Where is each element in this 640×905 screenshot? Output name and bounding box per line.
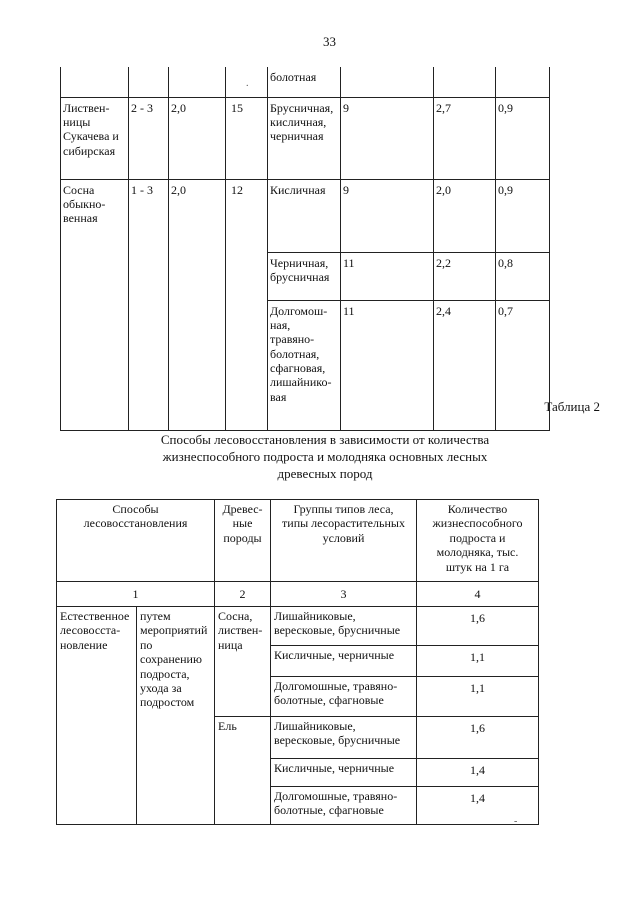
stray-mark: - — [514, 816, 518, 827]
empty-cell — [496, 67, 550, 97]
forest-type-cell: Кисличные, черничные — [271, 646, 417, 677]
forest-type-cell: Кисличная — [268, 179, 341, 252]
forest-type-cell: Черничная, брусничная — [268, 252, 341, 300]
table-cell: 0,7 — [496, 300, 550, 430]
table-row — [61, 67, 550, 97]
table-cell: 1 - 3 — [129, 179, 169, 430]
table-cell: болотная — [268, 67, 341, 97]
quantity-cell: 1,6 — [417, 717, 539, 759]
table-title — [150, 431, 500, 482]
forest-type-cell: Долгомошные, травяно- болотные, сфагновые — [271, 787, 417, 825]
submethod-cell: путем мероприятий по сохранению подроста, ухода за подростом — [137, 607, 215, 825]
forest-norms-table — [60, 67, 550, 431]
column-number: 4 — [417, 582, 539, 607]
table-title-text: Способы лесовосстановления в зависимости от количества жизнеспособного подроста и молодняка основных лесных древесных пород — [160, 432, 490, 481]
table-cell: 11 — [341, 300, 434, 430]
header-cell: Количество жизнеспособного подроста и молодняка, тыс. штук на 1 га — [417, 500, 539, 582]
species-cell: Сосна, листвен- ница — [215, 607, 271, 717]
stray-mark: . — [246, 78, 249, 89]
quantity-cell: 1,4 — [417, 759, 539, 787]
table-cell: 2,0 — [434, 179, 496, 252]
method-cell: Естественное лесовосста- новление — [57, 607, 137, 825]
quantity-cell: 1,1 — [417, 646, 539, 677]
table-cell: 2,0 — [169, 179, 226, 430]
forest-type-cell: Лишайниковые, вересковые, брусничные — [271, 607, 417, 646]
table-caption: Таблица 2 — [544, 399, 600, 414]
forest-type-cell: Кисличные, черничные — [271, 759, 417, 787]
forest-type-cell: Брусничная, кисличная, черничная — [268, 97, 341, 179]
forest-type-cell: Долгомош- ная, травяно- болотная, сфагновая, лишайнико- вая — [268, 300, 341, 430]
header-cell: Способы лесовосстановления — [57, 500, 215, 582]
table-cell: 11 — [341, 252, 434, 300]
table-cell: 2,0 — [169, 97, 226, 179]
empty-cell — [129, 67, 169, 97]
empty-cell — [169, 67, 226, 97]
empty-cell — [434, 67, 496, 97]
table-cell: 2 - 3 — [129, 97, 169, 179]
species-cell: Ель — [215, 717, 271, 825]
forest-type-cell: Лишайниковые, вересковые, брусничные — [271, 717, 417, 759]
table-cell: 2,7 — [434, 97, 496, 179]
table-cell: 2,4 — [434, 300, 496, 430]
species-cell: Сосна обыкно- венная — [61, 179, 129, 430]
table-cell: 0,8 — [496, 252, 550, 300]
column-number: 3 — [271, 582, 417, 607]
table-cell: 15 — [226, 97, 268, 179]
page-number: 33 — [323, 34, 336, 49]
header-cell: Древес- ные породы — [215, 500, 271, 582]
species-cell: Листвен- ницы Сукачева и сибирская — [61, 97, 129, 179]
header-cell: Группы типов леса, типы лесорастительных условий — [271, 500, 417, 582]
table-cell: 9 — [341, 97, 434, 179]
column-number-row — [57, 582, 539, 607]
header-row — [57, 500, 539, 582]
table-row — [61, 179, 550, 252]
table-row — [61, 97, 550, 179]
reforestation-methods-table — [56, 499, 539, 825]
column-number: 1 — [57, 582, 215, 607]
table-row — [57, 607, 539, 646]
table-cell: 12 — [226, 179, 268, 430]
quantity-cell: 1,6 — [417, 607, 539, 646]
quantity-cell: 1,4 — [417, 787, 539, 825]
empty-cell — [61, 67, 129, 97]
empty-cell — [341, 67, 434, 97]
table-cell: 2,2 — [434, 252, 496, 300]
quantity-cell: 1,1 — [417, 677, 539, 717]
table-cell: 0,9 — [496, 97, 550, 179]
column-number: 2 — [215, 582, 271, 607]
table-cell: 0,9 — [496, 179, 550, 252]
table-cell: 9 — [341, 179, 434, 252]
forest-type-cell: Долгомошные, травяно- болотные, сфагновые — [271, 677, 417, 717]
